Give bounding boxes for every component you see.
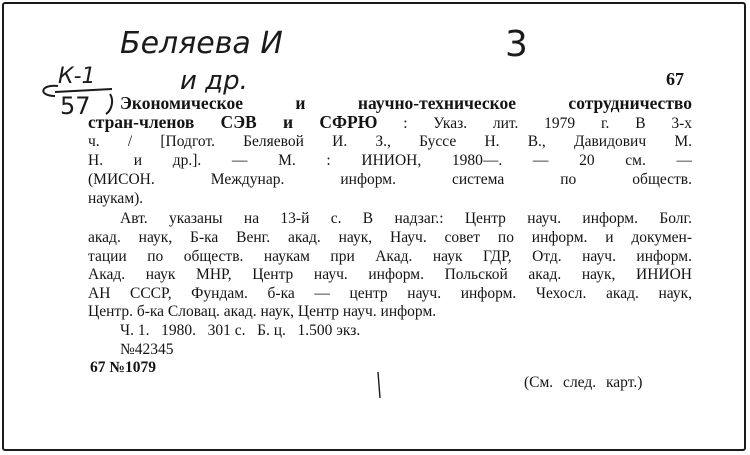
title-line-4: Н. и др.]. — М. : ИНИОН, 1980—. — 20 см. — [88,152,692,169]
continued-label: (См. след. карт.) [524,374,643,391]
title-line-5: (МИСОН. Междунар. информ. система по обществ. [88,171,692,188]
note-line-6: Центр. б-ка Словац. акад. наук, Центр науч. информ. [88,303,437,320]
note-line-2: акад. наук, Б-ка Венг. акад. наук, Науч. совет по информ. и докумен- [88,229,692,246]
card-number: 67 [666,69,684,89]
handwritten-coauthors: и др. [180,66,248,96]
handwritten-author: Беляева И [120,26,283,61]
catalog-number: 67 №1079 [90,359,156,376]
title-line-3: ч. / [Подгот. Беляевой И. З., Буссе Н. В., Давидович М. [88,133,692,150]
title-line-6: наукам). [88,190,144,207]
note-line-4: Акад. наук МНР, Центр науч. информ. Польской акад. наук, ИНИОН [88,266,692,283]
title-line-2-bold: стран-членов СЭВ и СФРЮ [88,112,378,132]
shelf-mark-top: К-1 [58,64,96,89]
shelf-mark-bottom: 57 [60,92,91,120]
title-line-2-rest: : Указ. лит. 1979 г. В 3-х [403,115,692,132]
note-line-1: Авт. указаны на 13-й с. В надзаг.: Центр науч. информ. Болг. [120,210,692,227]
handwritten-number: 3 [505,24,528,65]
note-line-5: АН СССР, Фундам. б-ка — центр науч. информ. Чехосл. акад. наук, [88,285,692,302]
volume-line: Ч. 1. 1980. 301 с. Б. ц. 1.500 экз. [120,322,361,339]
title-line-1: Экономическое и научно-техническое сотрудничество [120,93,692,113]
note-line-3: тации по обществ. наукам при Акад. наук ГДР, Отд. науч. информ. [88,248,692,265]
title-line-2 [88,113,692,133]
inventory-number: №42345 [120,341,174,358]
